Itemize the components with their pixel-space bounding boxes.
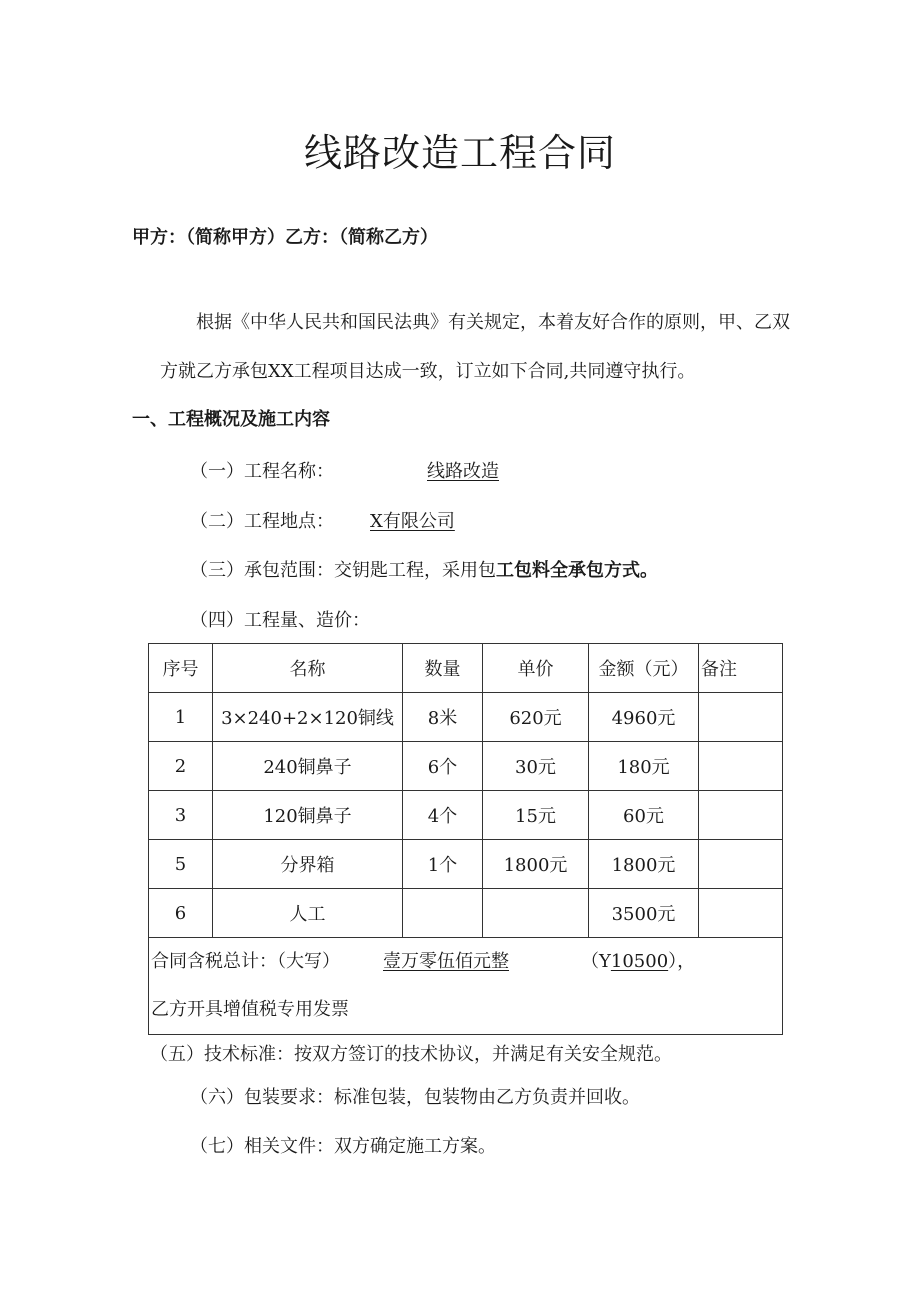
table-cell: 620元	[483, 693, 589, 742]
header-cell: 备注	[699, 644, 783, 693]
table-cell: 1	[149, 693, 213, 742]
project-name-value: 线路改造	[427, 461, 499, 482]
header-cell: 序号	[149, 644, 213, 693]
total-cell	[149, 938, 783, 1035]
table-cell	[403, 889, 483, 938]
intro-paragraph-line-1: 根据《中华人民共和国民法典》有关规定，本着友好合作的原则，甲、乙双	[196, 312, 790, 333]
table-cell	[699, 889, 783, 938]
quantity-cost-label: （四）工程量、造价：	[190, 610, 370, 631]
table-cell: 60元	[589, 791, 699, 840]
total-amount-prefix: （Y	[581, 951, 611, 972]
table-row	[149, 693, 783, 742]
table-cell: 分界箱	[213, 840, 403, 889]
total-amount-line	[151, 938, 780, 986]
table-row	[149, 742, 783, 791]
project-location-value: X有限公司	[370, 511, 455, 532]
table-cell	[699, 693, 783, 742]
header-cell: 数量	[403, 644, 483, 693]
table-row	[149, 889, 783, 938]
table-cell	[699, 742, 783, 791]
table-cell: 8米	[403, 693, 483, 742]
table-cell: 4960元	[589, 693, 699, 742]
parties-line: 甲方：（简称甲方）乙方：（简称乙方）	[132, 227, 438, 248]
table-cell: 30元	[483, 742, 589, 791]
packing-requirement-line: （六）包装要求：标准包装，包装物由乙方负责并回收。	[190, 1087, 640, 1108]
table-row	[149, 840, 783, 889]
table-cell: 4个	[403, 791, 483, 840]
table-cell: 人工	[213, 889, 403, 938]
table-header-row	[149, 644, 783, 693]
header-cell: 单价	[483, 644, 589, 693]
table-cell: 1个	[403, 840, 483, 889]
technical-standard-line: （五）技术标准：按双方签订的技术协议，并满足有关安全规范。	[150, 1044, 672, 1065]
contract-scope-label: （三）承包范围：交钥匙工程，采用包	[190, 560, 496, 581]
table-cell: 240铜鼻子	[213, 742, 403, 791]
table-cell: 1800元	[589, 840, 699, 889]
contract-scope-method: 工包料全承包方式。	[496, 560, 658, 581]
table-total-row	[149, 938, 783, 1035]
table-cell: 1800元	[483, 840, 589, 889]
contract-scope-line	[190, 556, 658, 582]
cost-table	[148, 643, 783, 1035]
project-location-label: （二）工程地点：	[190, 511, 334, 532]
table-cell	[699, 791, 783, 840]
table-cell: 180元	[589, 742, 699, 791]
table-cell: 5	[149, 840, 213, 889]
table-cell: 120铜鼻子	[213, 791, 403, 840]
document-title: 线路改造工程合同	[303, 131, 616, 175]
total-amount-suffix: ），	[668, 951, 696, 972]
project-name-label: （一）工程名称：	[190, 461, 334, 482]
table-row	[149, 791, 783, 840]
table-cell: 3	[149, 791, 213, 840]
table-cell	[699, 840, 783, 889]
total-label: 合同含税总计：（大写）	[151, 951, 340, 972]
table-cell: 6	[149, 889, 213, 938]
table-cell: 3500元	[589, 889, 699, 938]
table-cell	[483, 889, 589, 938]
related-documents-line: （七）相关文件：双方确定施工方案。	[190, 1136, 496, 1157]
header-cell: 名称	[213, 644, 403, 693]
section-heading-project-overview: 一、工程概况及施工内容	[132, 409, 330, 430]
total-amount-words: 壹万零伍佰元整	[383, 951, 509, 972]
header-cell: 金额（元）	[589, 644, 699, 693]
total-amount-number: 10500	[610, 951, 669, 972]
intro-paragraph-line-2: 方就乙方承包XX工程项目达成一致，订立如下合同,共同遵守执行。	[160, 361, 696, 382]
table-cell: 3×240+2×120铜线	[213, 693, 403, 742]
table-cell: 2	[149, 742, 213, 791]
table-cell: 15元	[483, 791, 589, 840]
invoice-note: 乙方开具增值税专用发票	[151, 999, 349, 1020]
table-cell: 6个	[403, 742, 483, 791]
